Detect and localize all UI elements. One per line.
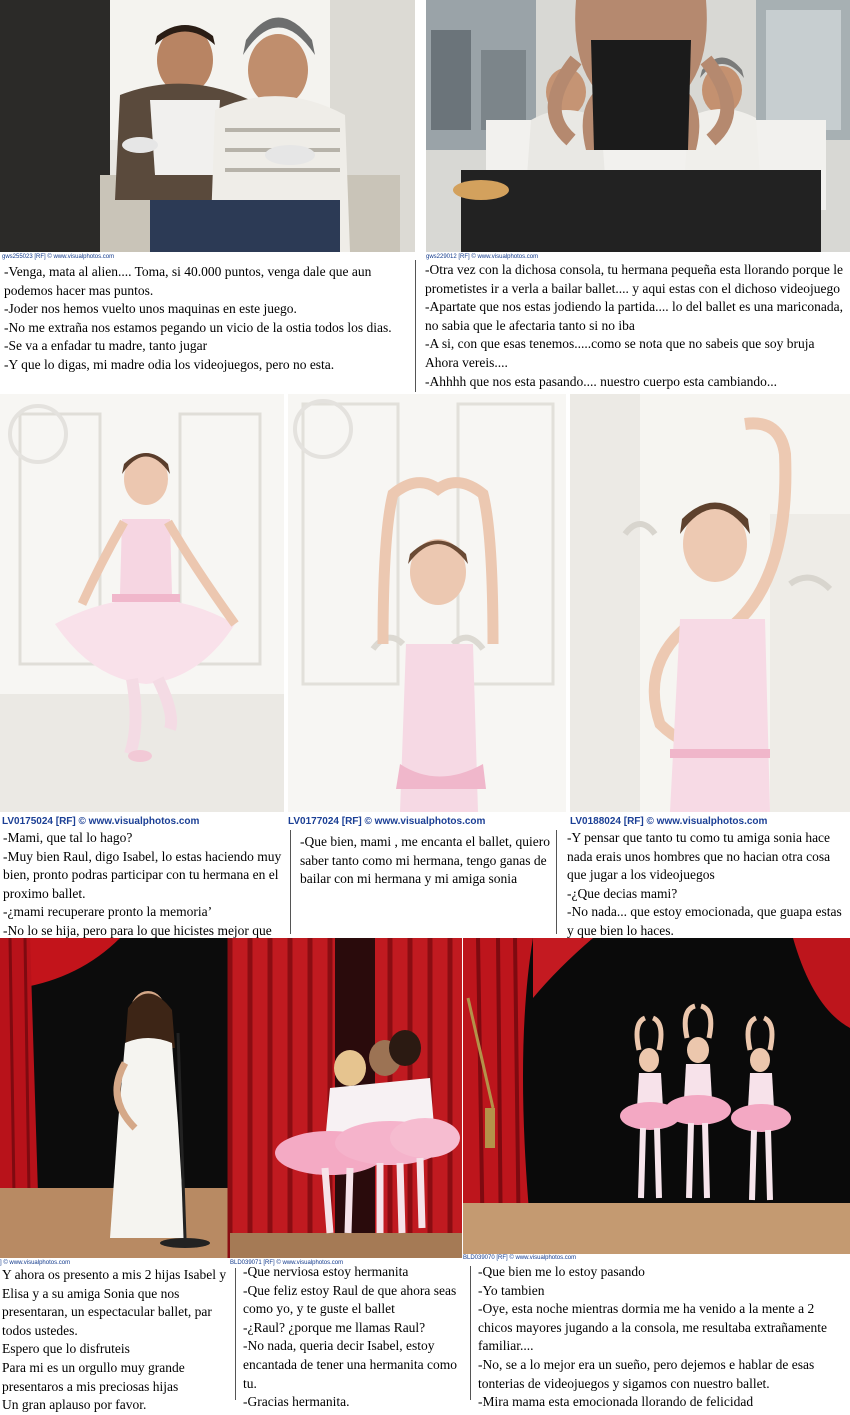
caption-line: -No lo se hija, pero para lo que hicistes mejor que — [3, 922, 272, 938]
caption-line: Espero que lo disfruteis — [2, 1341, 130, 1357]
caption-line: -Mami, que tal lo hago? — [3, 830, 133, 845]
column-divider — [470, 1266, 471, 1400]
photo-credit: gws255023 [RF] © www.visualphotos.com — [2, 254, 115, 260]
photo-credit: LV0177024 [RF] © www.visualphotos.com — [288, 816, 486, 827]
photo-girls-backstage — [230, 938, 462, 1258]
column-divider — [415, 260, 416, 392]
caption-line: Para mi es un orgullo muy grande presentaros a mis preciosas hijas — [2, 1359, 185, 1394]
photo-credit: gws229012 [RF] © www.visualphotos.com — [426, 254, 539, 260]
caption-line: -Mira mama esta emocionada llorando de felicidad — [478, 1394, 754, 1410]
caption-line: -Apartate que nos estas jodiendo la partida.... lo del ballet es una mariconada, no sabia que le afectaria tanto si no iba — [425, 299, 843, 333]
caption-line: -¿Raul? ¿porque me llamas Raul? — [243, 1319, 426, 1335]
caption-line: -¿mami recuperare pronto la memoria’ — [3, 904, 213, 920]
photo-mother-on-stage — [0, 938, 228, 1258]
caption-line: -Oye, esta noche mientras dormia me ha venido a la mente a 2 chicos mayores jugando a la consola, me resultaba extrañamente familiar.... — [478, 1301, 827, 1354]
photo-girl-arms-up — [288, 394, 566, 812]
caption-line: -Que nerviosa estoy hermanita — [243, 1264, 409, 1279]
caption-line: -Gracias hermanita. — [243, 1394, 350, 1410]
caption-line: -Yo tambien — [478, 1282, 545, 1298]
caption-sisters-nervous — [243, 1263, 463, 1410]
column-divider — [235, 1268, 236, 1400]
caption-mother-emotional — [567, 829, 846, 939]
photo-woman-blocking-tv — [426, 0, 850, 252]
caption-line: -Joder nos hemos vuelto unos maquinas en este juego. — [4, 301, 297, 317]
column-divider — [556, 830, 557, 934]
caption-line: -Muy bien Raul, digo Isabel, lo estas haciendo muy bien, pronto podras participar con tu hermana en el proximo ballet. — [3, 848, 282, 901]
photo-girls-dancing-stage — [463, 938, 850, 1254]
caption-line: -¿Que decias mami? — [567, 885, 678, 901]
caption-line: -No nada, queria decir Isabel, estoy encantada de tener una hermanita como tu. — [243, 1338, 458, 1391]
caption-line: -Y que lo digas, mi madre odia los videojuegos, pero no esta. — [4, 356, 335, 372]
caption-mother-presents — [2, 1266, 230, 1413]
caption-gamers — [4, 263, 408, 394]
caption-dream-memory — [478, 1263, 846, 1410]
caption-line: Un gran aplauso por favor. — [2, 1397, 147, 1413]
photo-girl-pose — [570, 394, 850, 812]
photo-credit: ] © www.visualphotos.com — [0, 1260, 71, 1266]
caption-line: -A si, con que esas tenemos.....como se nota que no sabeis que soy bruja Ahora vereis.... — [425, 336, 815, 370]
caption-line: -Y pensar que tanto tu como tu amiga sonia hace nada erais unos hombres que no hacian otra cosa que jugar a los videojuegos — [567, 830, 831, 883]
caption-line: -Que feliz estoy Raul de que ahora seas como yo, y te guste el ballet — [243, 1282, 457, 1317]
photo-girl-curtsy — [0, 394, 284, 812]
column-divider — [290, 830, 291, 934]
photo-credit: BLD039070 [RF] © www.visualphotos.com — [463, 1255, 577, 1261]
caption-line: -Ahhhh que nos esta pasando.... nuestro cuerpo esta cambiando... — [425, 373, 778, 389]
photo-credit: LV0175024 [RF] © www.visualphotos.com — [2, 816, 200, 827]
photo-credit: LV0188024 [RF] © www.visualphotos.com — [570, 816, 768, 827]
caption-loves-ballet — [300, 833, 552, 913]
caption-line: -No, se a lo mejor era un sueño, pero dejemos e hablar de esas tonterias de videojuegos y sigamos con nuestro ballet. — [478, 1356, 815, 1391]
caption-isabel-practice — [3, 829, 286, 939]
caption-line: -Otra vez con la dichosa consola, tu hermana pequeña esta llorando porque le prometistes ir a verla a bailar ballet.... y aqui estas con el dichoso videojuego — [425, 262, 843, 296]
caption-line: -Que bien, mami , me encanta el ballet, quiero saber tanto como mi hermana, tengo ganas de bailar con mi hermana y mi amiga sonia — [300, 834, 551, 887]
caption-line: -No nada... que estoy emocionada, que guapa estas y que bien lo haces. — [567, 904, 842, 938]
caption-line: -Que bien me lo estoy pasando — [478, 1264, 645, 1279]
caption-witch-mother — [425, 261, 845, 392]
caption-line: Y ahora os presento a mis 2 hijas Isabel y Elisa y a su amiga Sonia que nos presentaran, un espectacular ballet, par todos ustedes. — [2, 1267, 227, 1338]
photo-gamers-playing — [0, 0, 415, 252]
caption-line: -No me extraña nos estamos pegando un vicio de la ostia todos los dias. — [4, 319, 392, 335]
photo-credit: BLD039071 [RF] © www.visualphotos.com — [230, 1260, 344, 1266]
caption-line: -Se va a enfadar tu madre, tanto jugar — [4, 338, 208, 354]
caption-line: -Venga, mata al alien.... Toma, si 40.000 puntos, venga dale que aun podemos hacer mas puntos. — [4, 264, 372, 298]
